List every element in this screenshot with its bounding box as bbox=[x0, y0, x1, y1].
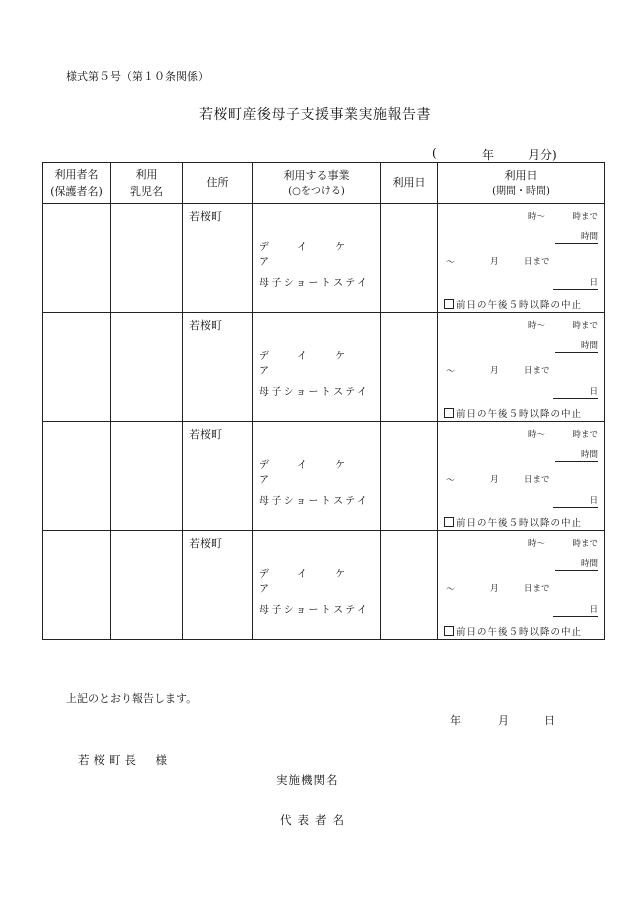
day-count-field[interactable]: 日 bbox=[553, 496, 598, 508]
user-name-cell[interactable] bbox=[43, 531, 111, 640]
cancel-option[interactable] bbox=[444, 406, 582, 420]
time-from-label: 時～ bbox=[528, 430, 546, 440]
month-label: 月 bbox=[490, 584, 499, 594]
checkbox-icon[interactable] bbox=[444, 626, 454, 636]
service-short-stay[interactable]: 母子ショートステイ bbox=[259, 605, 370, 616]
table-header-row bbox=[43, 163, 605, 204]
header-service: 利用する事業 (○をつける) bbox=[253, 163, 381, 204]
time-from-label: 時～ bbox=[528, 321, 546, 331]
user-name-cell[interactable] bbox=[43, 313, 111, 422]
range-tilde: ～ bbox=[446, 476, 456, 486]
infant-name-cell[interactable] bbox=[111, 422, 183, 531]
infant-name-cell[interactable] bbox=[111, 204, 183, 313]
infant-name-cell[interactable] bbox=[111, 313, 183, 422]
service-cell[interactable] bbox=[253, 313, 381, 422]
use-day-cell[interactable] bbox=[381, 531, 438, 640]
document-title: 若桜町産後母子支援事業実施報告書 bbox=[199, 107, 431, 123]
hours-field[interactable]: 時間 bbox=[555, 341, 598, 353]
cancel-option[interactable] bbox=[444, 515, 582, 529]
address-label: 若桜町 bbox=[189, 537, 222, 550]
user-name-cell[interactable] bbox=[43, 204, 111, 313]
representative-name-label: 代表者名 bbox=[280, 813, 350, 827]
period-open: ( bbox=[432, 146, 437, 160]
checkbox-icon[interactable] bbox=[444, 517, 454, 527]
cancel-label: 前日の午後５時以降の中止 bbox=[456, 518, 583, 529]
day-count-field[interactable]: 日 bbox=[553, 605, 598, 617]
service-cell[interactable] bbox=[253, 204, 381, 313]
table-row bbox=[43, 422, 605, 531]
until-day-label: 日まで bbox=[524, 257, 550, 267]
period-year: 年 bbox=[482, 148, 495, 162]
cancel-option[interactable] bbox=[444, 624, 582, 638]
time-from-label: 時～ bbox=[528, 539, 546, 549]
service-short-stay[interactable]: 母子ショートステイ bbox=[259, 496, 370, 507]
until-day-label: 日まで bbox=[524, 366, 550, 376]
day-count-field[interactable]: 日 bbox=[553, 278, 598, 290]
service-cell[interactable] bbox=[253, 531, 381, 640]
header-address: 住所 bbox=[183, 163, 253, 204]
use-day-cell[interactable] bbox=[381, 204, 438, 313]
use-day-cell[interactable] bbox=[381, 422, 438, 531]
hours-field[interactable]: 時間 bbox=[555, 232, 598, 244]
until-day-label: 日まで bbox=[524, 475, 550, 485]
header-use-day: 利用日 bbox=[381, 163, 438, 204]
service-cell[interactable] bbox=[253, 422, 381, 531]
range-tilde: ～ bbox=[446, 585, 456, 595]
date-year: 年 bbox=[450, 714, 461, 727]
date-month: 月 bbox=[498, 714, 509, 727]
form-number: 様式第５号（第１０条関係） bbox=[66, 70, 209, 83]
use-period-cell[interactable] bbox=[438, 313, 605, 422]
time-to-label: 時まで bbox=[572, 430, 598, 440]
use-period-cell[interactable] bbox=[438, 204, 605, 313]
cancel-label: 前日の午後５時以降の中止 bbox=[456, 300, 583, 311]
range-tilde: ～ bbox=[446, 258, 456, 268]
month-label: 月 bbox=[490, 257, 499, 267]
use-period-cell[interactable] bbox=[438, 422, 605, 531]
month-label: 月 bbox=[490, 475, 499, 485]
service-daycare[interactable]: デ イ ケ ア bbox=[259, 242, 373, 268]
address-cell[interactable] bbox=[183, 531, 253, 640]
use-period-cell[interactable] bbox=[438, 531, 605, 640]
table-row bbox=[43, 313, 605, 422]
time-to-label: 時まで bbox=[572, 539, 598, 549]
service-daycare[interactable]: デ イ ケ ア bbox=[259, 460, 373, 486]
address-label: 若桜町 bbox=[189, 319, 222, 332]
cancel-option[interactable] bbox=[444, 297, 582, 311]
address-cell[interactable] bbox=[183, 204, 253, 313]
service-short-stay[interactable]: 母子ショートステイ bbox=[259, 387, 370, 398]
address-label: 若桜町 bbox=[189, 210, 222, 223]
hours-field[interactable]: 時間 bbox=[555, 559, 598, 571]
month-label: 月 bbox=[490, 366, 499, 376]
range-tilde: ～ bbox=[446, 367, 456, 377]
header-user-name: 利用者名 (保護者名) bbox=[43, 163, 111, 204]
cancel-label: 前日の午後５時以降の中止 bbox=[456, 627, 583, 638]
address-cell[interactable] bbox=[183, 422, 253, 531]
user-name-cell[interactable] bbox=[43, 422, 111, 531]
table-body bbox=[43, 204, 605, 640]
table-row bbox=[43, 531, 605, 640]
day-count-field[interactable]: 日 bbox=[553, 387, 598, 399]
closing-statement: 上記のとおり報告します。 bbox=[66, 692, 198, 705]
service-short-stay[interactable]: 母子ショートステイ bbox=[259, 278, 370, 289]
time-to-label: 時まで bbox=[572, 321, 598, 331]
checkbox-icon[interactable] bbox=[444, 299, 454, 309]
infant-name-cell[interactable] bbox=[111, 531, 183, 640]
time-to-label: 時まで bbox=[572, 212, 598, 222]
table-row bbox=[43, 204, 605, 313]
time-from-label: 時～ bbox=[528, 212, 546, 222]
cancel-label: 前日の午後５時以降の中止 bbox=[456, 409, 583, 420]
report-table bbox=[42, 162, 605, 640]
organization-name-label: 実施機関名 bbox=[276, 773, 339, 787]
checkbox-icon[interactable] bbox=[444, 408, 454, 418]
hours-field[interactable]: 時間 bbox=[555, 450, 598, 462]
date-day: 日 bbox=[544, 714, 555, 727]
header-use-period: 利用日 (期間・時間) bbox=[438, 163, 605, 204]
addressee: 若桜町長 様 bbox=[78, 753, 171, 767]
service-daycare[interactable]: デ イ ケ ア bbox=[259, 351, 373, 377]
service-daycare[interactable]: デ イ ケ ア bbox=[259, 569, 373, 595]
header-infant-name: 利用 乳児名 bbox=[111, 163, 183, 204]
address-label: 若桜町 bbox=[189, 428, 222, 441]
until-day-label: 日まで bbox=[524, 584, 550, 594]
address-cell[interactable] bbox=[183, 313, 253, 422]
period-month: 月分) bbox=[528, 148, 557, 162]
use-day-cell[interactable] bbox=[381, 313, 438, 422]
